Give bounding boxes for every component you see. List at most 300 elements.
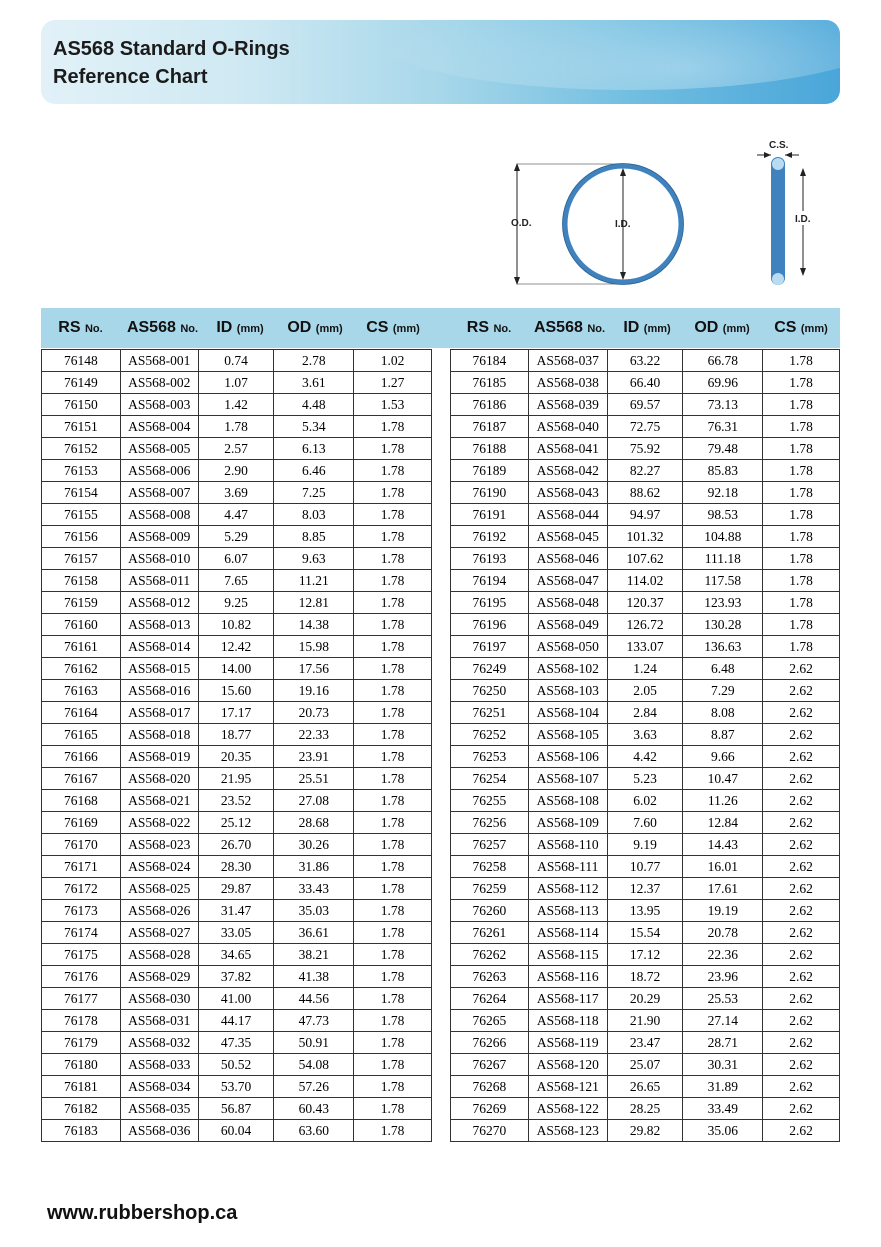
cell-id: 34.65 (198, 944, 274, 966)
page-title (53, 35, 290, 91)
cell-cs: 1.78 (763, 504, 840, 526)
cell-as568-no: AS568-012 (120, 592, 198, 614)
cell-id: 41.00 (198, 988, 274, 1010)
cell-as568-no: AS568-039 (528, 394, 607, 416)
cell-cs: 1.78 (354, 1076, 432, 1098)
cell-od: 28.68 (274, 812, 354, 834)
cell-rs-no: 76156 (42, 526, 121, 548)
cell-rs-no: 76261 (451, 922, 529, 944)
cell-od: 57.26 (274, 1076, 354, 1098)
cell-id: 82.27 (607, 460, 683, 482)
cell-od: 92.18 (683, 482, 763, 504)
cell-od: 23.91 (274, 746, 354, 768)
cell-cs: 1.78 (354, 526, 432, 548)
cell-as568-no: AS568-026 (120, 900, 198, 922)
cell-rs-no: 76250 (451, 680, 529, 702)
cell-od: 104.88 (683, 526, 763, 548)
cell-cs: 1.78 (763, 350, 840, 372)
cell-as568-no: AS568-009 (120, 526, 198, 548)
table-row (42, 1098, 432, 1120)
cell-rs-no: 76153 (42, 460, 121, 482)
cell-as568-no: AS568-028 (120, 944, 198, 966)
cell-as568-no: AS568-037 (528, 350, 607, 372)
cell-id: 7.60 (607, 812, 683, 834)
cell-id: 37.82 (198, 966, 274, 988)
cell-cs: 1.78 (763, 636, 840, 658)
cell-id: 44.17 (198, 1010, 274, 1032)
table-row (42, 394, 432, 416)
cell-id: 21.95 (198, 768, 274, 790)
cell-id: 2.05 (607, 680, 683, 702)
cell-id: 101.32 (607, 526, 683, 548)
cell-rs-no: 76256 (451, 812, 529, 834)
cell-od: 11.21 (274, 570, 354, 592)
cell-id: 23.52 (198, 790, 274, 812)
cell-od: 6.13 (274, 438, 354, 460)
cell-cs: 1.78 (354, 724, 432, 746)
cell-as568-no: AS568-117 (528, 988, 607, 1010)
cell-as568-no: AS568-035 (120, 1098, 198, 1120)
cell-id: 20.35 (198, 746, 274, 768)
table-row (451, 768, 840, 790)
cell-od: 98.53 (683, 504, 763, 526)
cell-od: 33.49 (683, 1098, 763, 1120)
cell-od: 4.48 (274, 394, 354, 416)
cell-rs-no: 76159 (42, 592, 121, 614)
cell-cs: 1.78 (763, 372, 840, 394)
cell-id: 6.07 (198, 548, 274, 570)
cell-cs: 1.78 (354, 592, 432, 614)
cell-cs: 2.62 (763, 1054, 840, 1076)
cell-as568-no: AS568-003 (120, 394, 198, 416)
cell-rs-no: 76195 (451, 592, 529, 614)
cell-cs: 2.62 (763, 922, 840, 944)
cell-cs: 1.27 (354, 372, 432, 394)
cell-rs-no: 76180 (42, 1054, 121, 1076)
cell-as568-no: AS568-010 (120, 548, 198, 570)
cell-as568-no: AS568-122 (528, 1098, 607, 1120)
cell-rs-no: 76254 (451, 768, 529, 790)
col-header-rs-right: RS No. (466, 319, 512, 336)
cell-id: 2.84 (607, 702, 683, 724)
cell-id: 1.42 (198, 394, 274, 416)
cell-id: 53.70 (198, 1076, 274, 1098)
cell-as568-no: AS568-016 (120, 680, 198, 702)
table-row (42, 526, 432, 548)
cell-as568-no: AS568-118 (528, 1010, 607, 1032)
cell-as568-no: AS568-107 (528, 768, 607, 790)
cell-rs-no: 76249 (451, 658, 529, 680)
cell-id: 114.02 (607, 570, 683, 592)
cell-as568-no: AS568-022 (120, 812, 198, 834)
cell-as568-no: AS568-041 (528, 438, 607, 460)
cell-cs: 1.78 (354, 812, 432, 834)
cell-od: 2.78 (274, 350, 354, 372)
table-row (451, 680, 840, 702)
col-header-cs-left: CS (mm) (366, 319, 420, 336)
banner-decoration (371, 20, 840, 90)
cell-cs: 1.78 (354, 658, 432, 680)
cell-as568-no: AS568-023 (120, 834, 198, 856)
cell-cs: 2.62 (763, 1076, 840, 1098)
cell-cs: 1.78 (354, 680, 432, 702)
cell-cs: 1.78 (354, 900, 432, 922)
cell-id: 94.97 (607, 504, 683, 526)
table-row (451, 570, 840, 592)
cell-cs: 1.78 (354, 834, 432, 856)
cell-cs: 1.78 (354, 416, 432, 438)
cell-od: 54.08 (274, 1054, 354, 1076)
cell-cs: 1.78 (354, 878, 432, 900)
table-row (451, 614, 840, 636)
cell-id: 6.02 (607, 790, 683, 812)
cell-cs: 1.78 (354, 922, 432, 944)
cell-cs: 1.78 (763, 614, 840, 636)
cell-od: 30.26 (274, 834, 354, 856)
cell-od: 27.08 (274, 790, 354, 812)
title-line-1: AS568 Standard O-Rings (53, 38, 290, 60)
cell-as568-no: AS568-034 (120, 1076, 198, 1098)
cell-cs: 2.62 (763, 724, 840, 746)
cell-od: 20.73 (274, 702, 354, 724)
table-row (451, 966, 840, 988)
cell-od: 111.18 (683, 548, 763, 570)
cell-id: 2.57 (198, 438, 274, 460)
cell-cs: 1.78 (354, 1054, 432, 1076)
cell-od: 76.31 (683, 416, 763, 438)
cell-od: 130.28 (683, 614, 763, 636)
cell-rs-no: 76192 (451, 526, 529, 548)
table-row (451, 350, 840, 372)
cell-od: 38.21 (274, 944, 354, 966)
side-id-label: I.D. (795, 214, 811, 225)
cell-od: 31.89 (683, 1076, 763, 1098)
cell-od: 33.43 (274, 878, 354, 900)
table-row (451, 1098, 840, 1120)
cell-cs: 1.78 (354, 746, 432, 768)
title-banner (41, 20, 840, 104)
cell-rs-no: 76175 (42, 944, 121, 966)
side-id-arrow-top-icon (800, 168, 806, 176)
cell-od: 22.36 (683, 944, 763, 966)
cell-rs-no: 76170 (42, 834, 121, 856)
cell-as568-no: AS568-024 (120, 856, 198, 878)
cell-od: 16.01 (683, 856, 763, 878)
cell-rs-no: 76165 (42, 724, 121, 746)
cell-as568-no: AS568-018 (120, 724, 198, 746)
cell-rs-no: 76166 (42, 746, 121, 768)
table-row (42, 460, 432, 482)
cell-cs: 2.62 (763, 900, 840, 922)
cell-rs-no: 76183 (42, 1120, 121, 1142)
cell-od: 27.14 (683, 1010, 763, 1032)
cell-id: 75.92 (607, 438, 683, 460)
cell-rs-no: 76185 (451, 372, 529, 394)
cell-as568-no: AS568-114 (528, 922, 607, 944)
cell-as568-no: AS568-108 (528, 790, 607, 812)
website-link[interactable]: www.rubbershop.ca (47, 1202, 238, 1224)
cell-od: 66.78 (683, 350, 763, 372)
cell-cs: 2.62 (763, 878, 840, 900)
cell-rs-no: 76151 (42, 416, 121, 438)
table-row (42, 856, 432, 878)
cell-od: 6.46 (274, 460, 354, 482)
cell-as568-no: AS568-014 (120, 636, 198, 658)
cell-od: 30.31 (683, 1054, 763, 1076)
table-row (451, 1120, 840, 1142)
cell-as568-no: AS568-040 (528, 416, 607, 438)
table-row (42, 724, 432, 746)
cell-rs-no: 76191 (451, 504, 529, 526)
cell-id: 15.54 (607, 922, 683, 944)
cell-od: 12.81 (274, 592, 354, 614)
cell-rs-no: 76262 (451, 944, 529, 966)
table-row (451, 812, 840, 834)
cell-as568-no: AS568-102 (528, 658, 607, 680)
cell-od: 19.16 (274, 680, 354, 702)
cell-od: 47.73 (274, 1010, 354, 1032)
cell-id: 15.60 (198, 680, 274, 702)
cell-od: 73.13 (683, 394, 763, 416)
cell-rs-no: 76255 (451, 790, 529, 812)
cell-id: 72.75 (607, 416, 683, 438)
col-header-od-left: OD (mm) (287, 319, 343, 336)
cell-id: 26.70 (198, 834, 274, 856)
cell-rs-no: 76177 (42, 988, 121, 1010)
table-row (42, 680, 432, 702)
cell-id: 28.25 (607, 1098, 683, 1120)
cell-rs-no: 76268 (451, 1076, 529, 1098)
cell-as568-no: AS568-033 (120, 1054, 198, 1076)
cell-rs-no: 76196 (451, 614, 529, 636)
cell-cs: 1.78 (354, 966, 432, 988)
col-header-id-left: ID (mm) (216, 319, 264, 336)
cell-cs: 2.62 (763, 702, 840, 724)
col-header-as568-left: AS568 No. (126, 319, 199, 336)
cell-od: 7.29 (683, 680, 763, 702)
table-row (42, 636, 432, 658)
cell-od: 8.85 (274, 526, 354, 548)
cell-cs: 2.62 (763, 746, 840, 768)
cell-rs-no: 76167 (42, 768, 121, 790)
cell-cs: 1.78 (354, 944, 432, 966)
cell-id: 13.95 (607, 900, 683, 922)
cell-id: 5.23 (607, 768, 683, 790)
cell-as568-no: AS568-115 (528, 944, 607, 966)
cell-od: 8.08 (683, 702, 763, 724)
cell-cs: 1.78 (763, 482, 840, 504)
cell-as568-no: AS568-038 (528, 372, 607, 394)
cell-id: 25.07 (607, 1054, 683, 1076)
table-row (42, 988, 432, 1010)
cell-od: 6.48 (683, 658, 763, 680)
cell-cs: 1.78 (354, 1098, 432, 1120)
cell-od: 17.56 (274, 658, 354, 680)
table-row (451, 702, 840, 724)
table-row (451, 394, 840, 416)
cell-od: 19.19 (683, 900, 763, 922)
cell-od: 63.60 (274, 1120, 354, 1142)
cell-as568-no: AS568-032 (120, 1032, 198, 1054)
col-header-od-right: OD (mm) (694, 319, 750, 336)
left-data-table (41, 349, 432, 1142)
cell-id: 1.24 (607, 658, 683, 680)
cell-id: 18.77 (198, 724, 274, 746)
cell-id: 1.07 (198, 372, 274, 394)
cell-id: 31.47 (198, 900, 274, 922)
cell-rs-no: 76171 (42, 856, 121, 878)
cell-id: 2.90 (198, 460, 274, 482)
cell-as568-no: AS568-007 (120, 482, 198, 504)
o-ring-diagram (505, 135, 835, 295)
cell-cs: 1.78 (763, 394, 840, 416)
cell-rs-no: 76194 (451, 570, 529, 592)
side-id-arrow-bottom-icon (800, 268, 806, 276)
cell-cs: 1.78 (763, 592, 840, 614)
cell-as568-no: AS568-042 (528, 460, 607, 482)
cell-id: 126.72 (607, 614, 683, 636)
cell-as568-no: AS568-109 (528, 812, 607, 834)
cell-id: 20.29 (607, 988, 683, 1010)
cell-od: 12.84 (683, 812, 763, 834)
cell-id: 69.57 (607, 394, 683, 416)
id-label: I.D. (615, 219, 631, 230)
cell-as568-no: AS568-030 (120, 988, 198, 1010)
cell-cs: 1.78 (763, 526, 840, 548)
cell-rs-no: 76251 (451, 702, 529, 724)
table-row (451, 834, 840, 856)
cell-as568-no: AS568-019 (120, 746, 198, 768)
cell-as568-no: AS568-048 (528, 592, 607, 614)
cell-as568-no: AS568-050 (528, 636, 607, 658)
cell-id: 63.22 (607, 350, 683, 372)
cell-od: 8.87 (683, 724, 763, 746)
col-header-cs-right: CS (mm) (774, 319, 828, 336)
cell-od: 35.06 (683, 1120, 763, 1142)
cell-id: 12.37 (607, 878, 683, 900)
cell-as568-no: AS568-045 (528, 526, 607, 548)
cell-cs: 1.78 (763, 570, 840, 592)
cell-od: 28.71 (683, 1032, 763, 1054)
cell-cs: 1.78 (354, 988, 432, 1010)
cell-cs: 1.78 (354, 482, 432, 504)
cell-rs-no: 76182 (42, 1098, 121, 1120)
cell-as568-no: AS568-110 (528, 834, 607, 856)
cell-od: 35.03 (274, 900, 354, 922)
cell-cs: 1.02 (354, 350, 432, 372)
table-row (451, 1032, 840, 1054)
cell-od: 50.91 (274, 1032, 354, 1054)
cell-as568-no: AS568-005 (120, 438, 198, 460)
cell-cs: 1.78 (354, 790, 432, 812)
cell-cs: 2.62 (763, 658, 840, 680)
o-ring-side-view (771, 157, 785, 285)
cell-as568-no: AS568-120 (528, 1054, 607, 1076)
cell-as568-no: AS568-029 (120, 966, 198, 988)
cell-id: 29.82 (607, 1120, 683, 1142)
od-label: O.D. (511, 218, 532, 229)
cell-as568-no: AS568-106 (528, 746, 607, 768)
cell-rs-no: 76197 (451, 636, 529, 658)
cell-id: 25.12 (198, 812, 274, 834)
table-row (42, 944, 432, 966)
cell-id: 18.72 (607, 966, 683, 988)
cell-cs: 1.78 (763, 438, 840, 460)
cell-cs: 1.78 (763, 416, 840, 438)
cell-id: 120.37 (607, 592, 683, 614)
table-row (42, 592, 432, 614)
cell-cs: 2.62 (763, 812, 840, 834)
table-row (42, 372, 432, 394)
table-row (42, 658, 432, 680)
table-row (451, 790, 840, 812)
table-row (42, 768, 432, 790)
cell-od: 85.83 (683, 460, 763, 482)
col-header-rs-left: RS No. (58, 319, 103, 336)
cell-as568-no: AS568-121 (528, 1076, 607, 1098)
table-row (42, 482, 432, 504)
cell-rs-no: 76154 (42, 482, 121, 504)
cell-od: 69.96 (683, 372, 763, 394)
table-row (451, 900, 840, 922)
title-line-2: Reference Chart (53, 66, 208, 88)
cell-rs-no: 76253 (451, 746, 529, 768)
cell-rs-no: 76173 (42, 900, 121, 922)
cs-arrow-left-icon (764, 152, 771, 158)
cell-od: 11.26 (683, 790, 763, 812)
cell-id: 7.65 (198, 570, 274, 592)
cell-rs-no: 76186 (451, 394, 529, 416)
cell-rs-no: 76252 (451, 724, 529, 746)
cell-cs: 1.78 (354, 636, 432, 658)
cell-as568-no: AS568-119 (528, 1032, 607, 1054)
cell-cs: 1.78 (354, 1010, 432, 1032)
cell-as568-no: AS568-111 (528, 856, 607, 878)
cell-id: 0.74 (198, 350, 274, 372)
cell-od: 31.86 (274, 856, 354, 878)
cs-arrow-right-icon (785, 152, 792, 158)
table-row (451, 922, 840, 944)
cell-as568-no: AS568-027 (120, 922, 198, 944)
cell-rs-no: 76169 (42, 812, 121, 834)
id-arrow-bottom-icon (620, 272, 626, 280)
table-row (42, 834, 432, 856)
cell-id: 33.05 (198, 922, 274, 944)
cell-cs: 2.62 (763, 1010, 840, 1032)
cell-cs: 2.62 (763, 966, 840, 988)
cell-rs-no: 76187 (451, 416, 529, 438)
cell-rs-no: 76178 (42, 1010, 121, 1032)
cell-od: 23.96 (683, 966, 763, 988)
table-row (42, 614, 432, 636)
cell-id: 60.04 (198, 1120, 274, 1142)
cell-cs: 1.78 (354, 856, 432, 878)
cell-od: 8.03 (274, 504, 354, 526)
cell-od: 17.61 (683, 878, 763, 900)
cell-cs: 1.78 (354, 438, 432, 460)
cell-cs: 1.78 (354, 1032, 432, 1054)
cell-od: 79.48 (683, 438, 763, 460)
cell-as568-no: AS568-103 (528, 680, 607, 702)
table-row (451, 438, 840, 460)
cell-od: 9.63 (274, 548, 354, 570)
cell-as568-no: AS568-116 (528, 966, 607, 988)
table-row (451, 1054, 840, 1076)
cell-rs-no: 76270 (451, 1120, 529, 1142)
col-header-id-right: ID (mm) (623, 319, 671, 336)
cell-od: 136.63 (683, 636, 763, 658)
cell-od: 41.38 (274, 966, 354, 988)
